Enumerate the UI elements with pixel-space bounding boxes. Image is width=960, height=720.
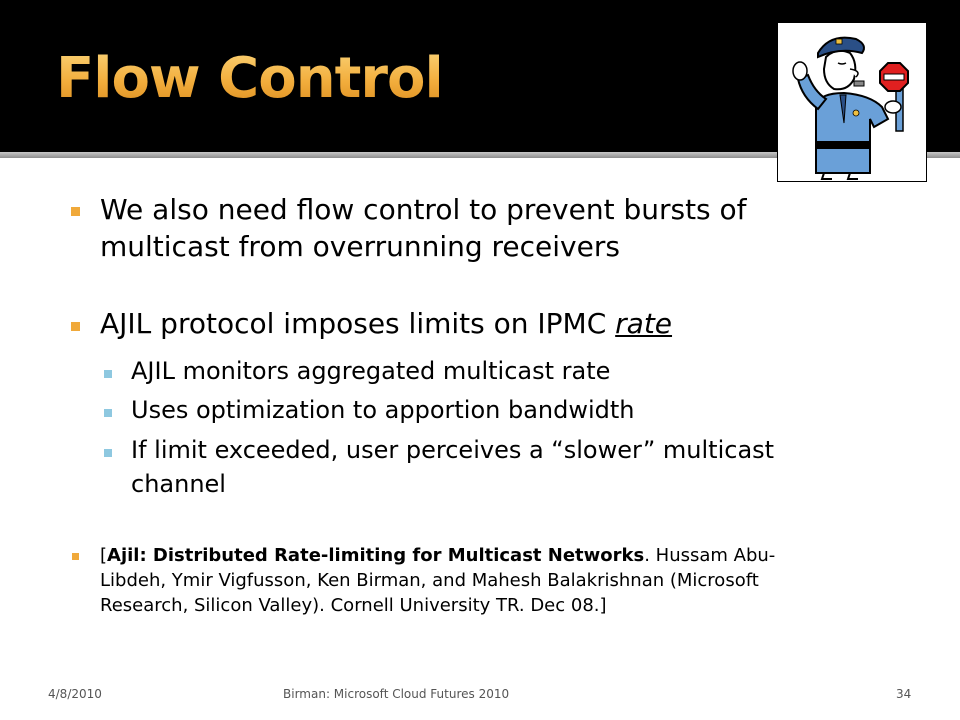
bullet-1-line-1: We also need flow control to prevent bursts of xyxy=(100,193,747,226)
reference-title: Ajil: Distributed Rate-limiting for Multicast Networks xyxy=(107,545,645,566)
bullet-marker xyxy=(71,207,80,216)
slide-title: Flow Control xyxy=(56,46,443,111)
footer-page-number: 34 xyxy=(896,687,912,701)
sub-bullet-marker xyxy=(104,409,112,417)
bullet-marker xyxy=(72,553,79,560)
bullet-marker xyxy=(71,322,80,331)
reference-line-3: Research, Silicon Valley). Cornell University TR. Dec 08.] xyxy=(100,595,607,616)
footer-date: 4/8/2010 xyxy=(48,687,102,701)
sub-bullet-3-line-1: If limit exceeded, user perceives a “slower” multicast xyxy=(131,436,775,464)
sub-bullet-3-line-2: channel xyxy=(131,470,226,498)
bullet-2-main: AJIL protocol imposes limits on IPMC xyxy=(100,307,616,340)
footer-caption: Birman: Microsoft Cloud Futures 2010 xyxy=(283,687,510,701)
sub-bullet-1: AJIL monitors aggregated multicast rate xyxy=(131,357,611,385)
sub-bullet-2: Uses optimization to apportion bandwidth xyxy=(131,396,635,424)
sub-bullet-marker xyxy=(104,370,112,378)
sub-bullet-marker xyxy=(104,449,112,457)
reference-line-2: Libdeh, Ymir Vigfusson, Ken Birman, and Mahesh Balakrishnan (Microsoft xyxy=(100,570,759,591)
bullet-2-emphasis: rate xyxy=(615,307,673,340)
reference-authors-start: . Hussam Abu- xyxy=(644,545,776,566)
bullet-1-line-2: multicast from overrunning receivers xyxy=(100,230,620,263)
reference-line-1 xyxy=(100,545,775,566)
bullet-2-text xyxy=(100,307,672,340)
reference-open-bracket: [ xyxy=(100,545,108,566)
